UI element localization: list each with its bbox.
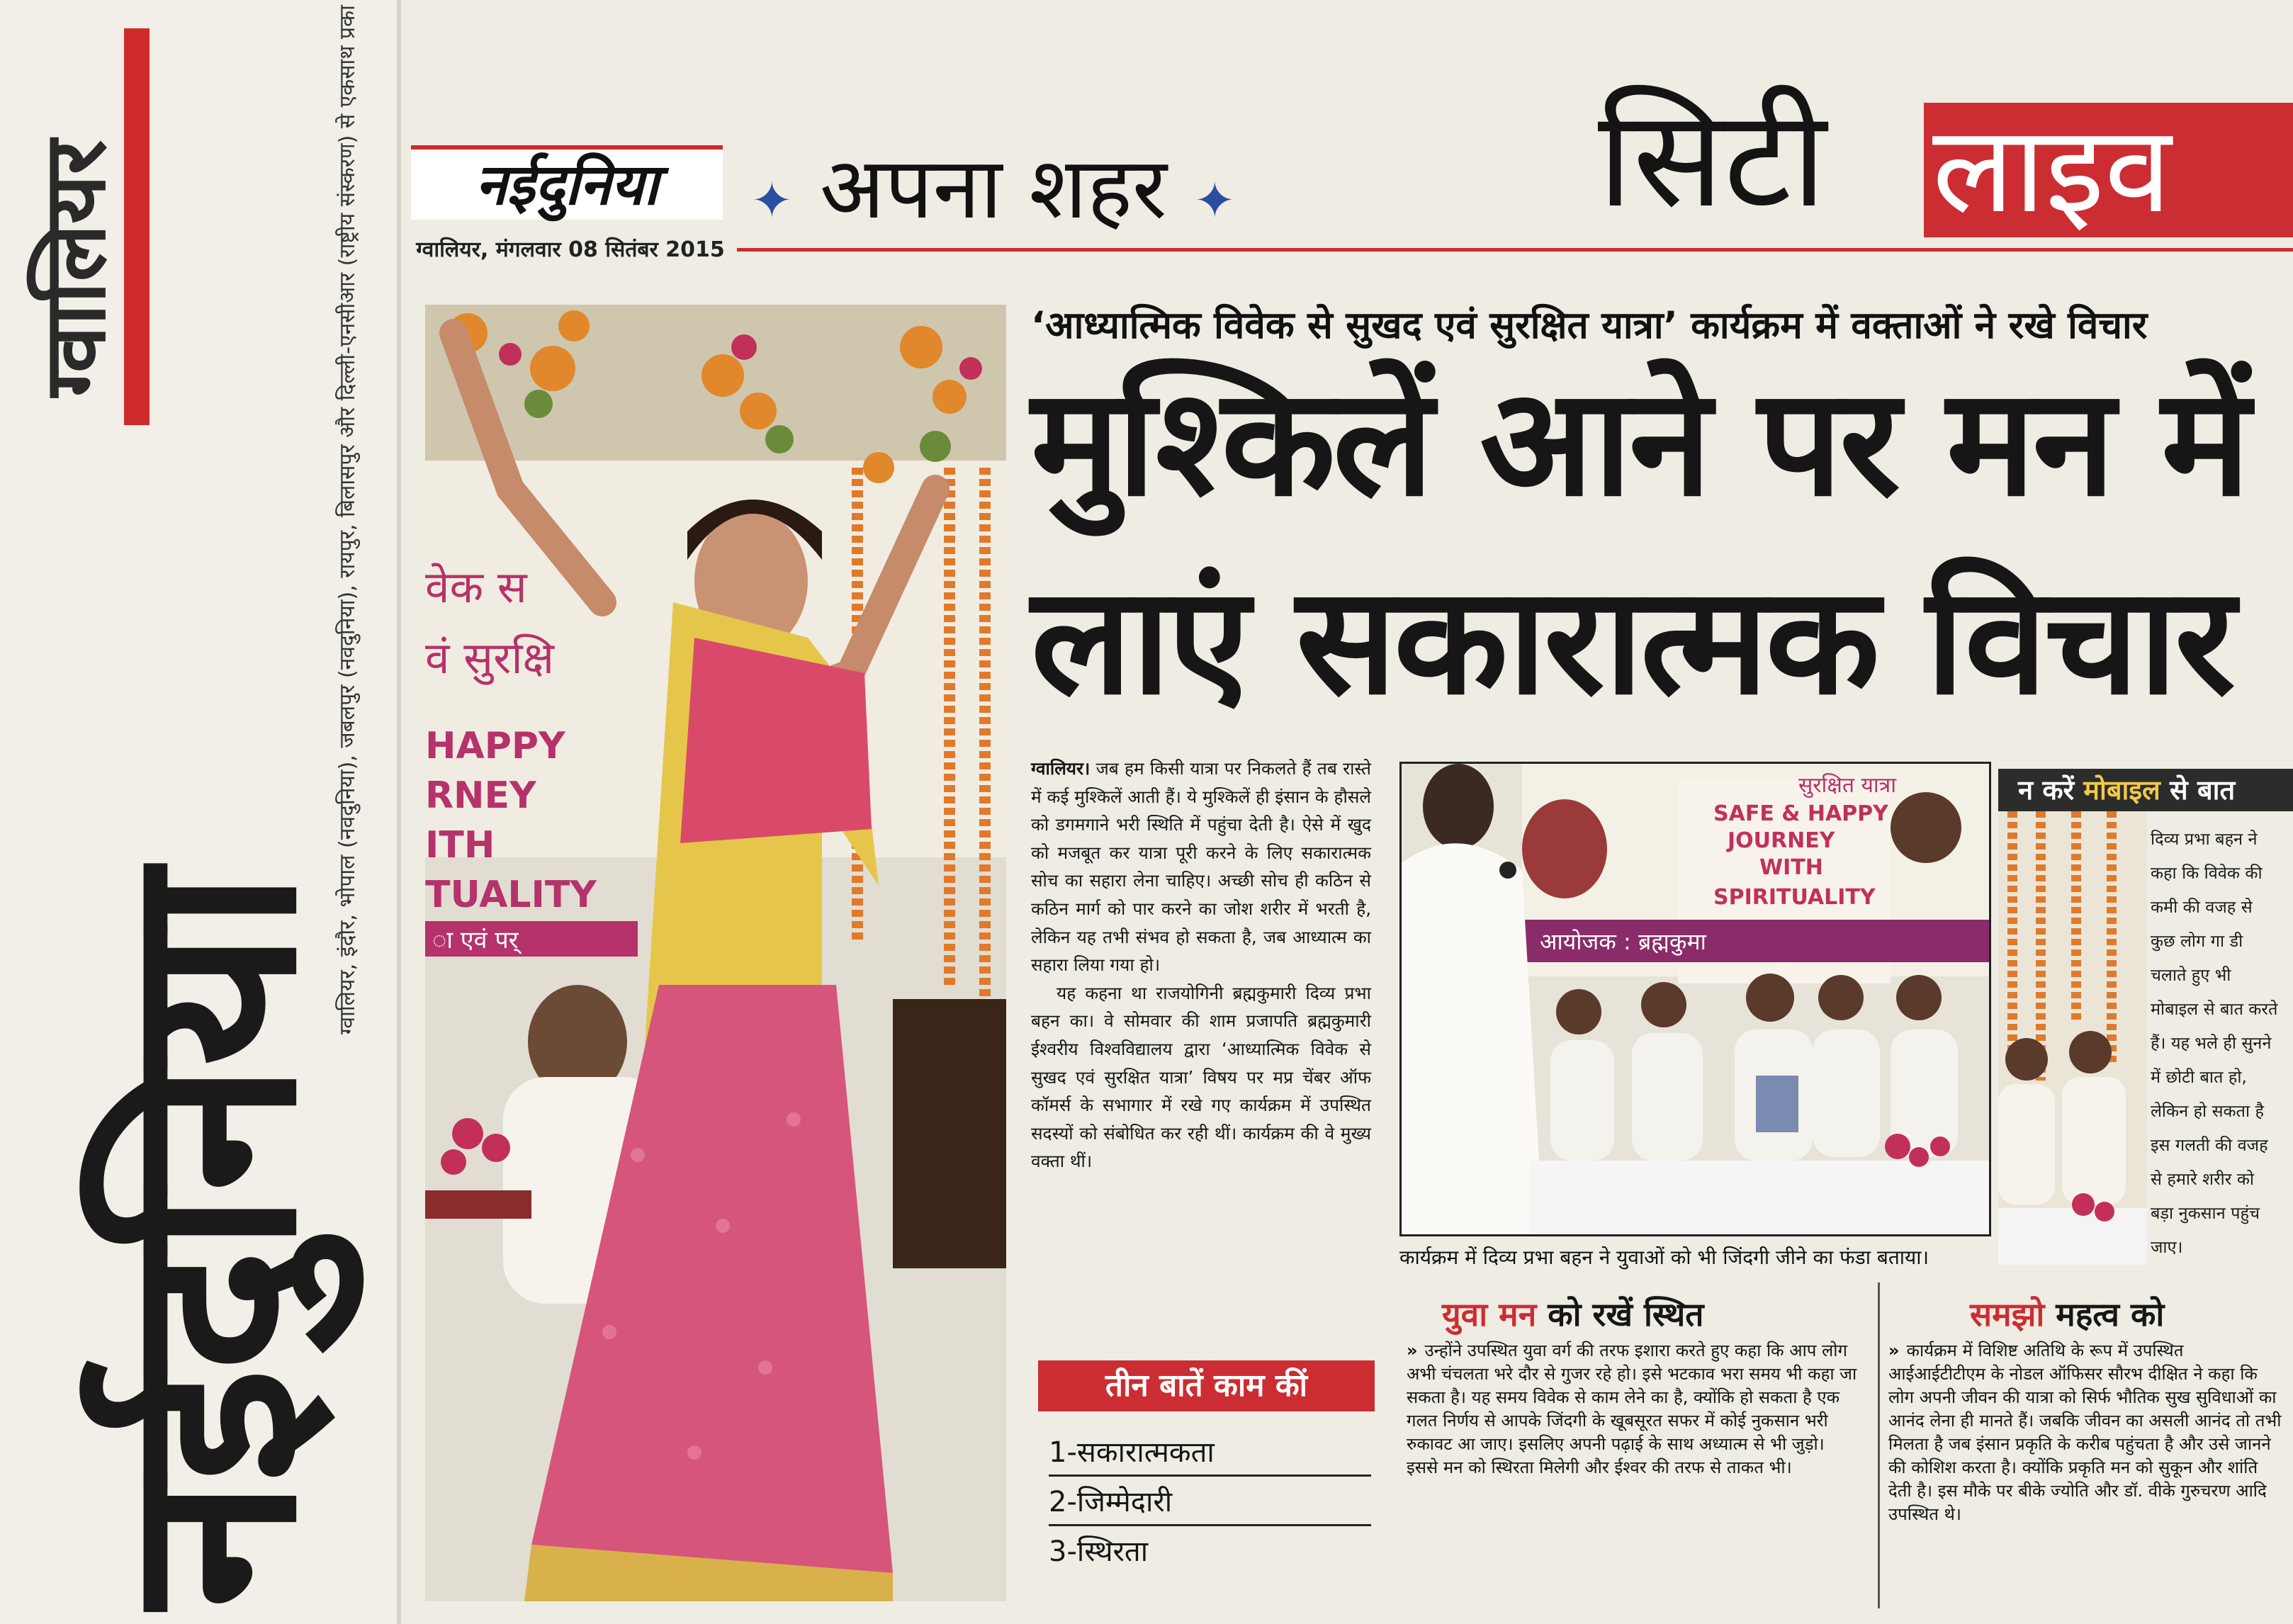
city-live-title-red: लाइव <box>1924 103 2293 237</box>
edition-cities-line: ग्वालियर, इंदौर, भोपाल (नवदुनिया), जबलपुर (नवदुनिया), रायपुर, बिलासपुर और दिल्ली-एनसीआर (राष्ट्रीय संस्करण) से एकसाथ प्रका <box>335 5 360 1034</box>
dateline: ग्वालियर। <box>1031 758 1091 779</box>
page-fold-divider <box>397 0 401 1624</box>
stage-photo-illustration <box>1402 764 1989 1234</box>
sidebar-text: दिव्य प्रभा बहन ने कहा कि विवेक की कमी की वजह से कुछ लोग गा डी चलाते हुए भी मोबाइल से बात करते हैं। यह भले ही सुनने में छोटी बात हो, लेकिन हो सकता है इस गलती की वजह से हमारे शरीर को बड़ा नुकसान पहुंच जाए। <box>2151 829 2278 1257</box>
chevron-right-icon: » <box>1407 1341 1418 1360</box>
banner-text-6: TUALITY <box>425 874 597 916</box>
photo2-caption: कार्यक्रम में दिव्य प्रभा बहन ने युवाओं को भी जिंदगी जीने का फंडा बताया। <box>1399 1246 1929 1269</box>
paper-date: ग्वालियर, मंगलवार 08 सितंबर 2015 <box>416 237 725 262</box>
story-youth-title <box>1442 1290 1853 1339</box>
dancer-photo-illustration <box>425 305 1006 1601</box>
banner-text-5: ITH <box>425 824 495 867</box>
sidebar-title <box>1998 769 2293 811</box>
banner-text-4: RNEY <box>425 774 536 817</box>
sidebar-title-highlight: मोबाइल <box>2083 774 2160 806</box>
headline-line-2: लाएं सकारात्मक विचार <box>1031 554 2233 728</box>
story-youth-title-colored: युवा मन <box>1442 1295 1537 1333</box>
story-youth-text <box>1407 1339 1860 1479</box>
vertical-city-name: ग्वालियर <box>26 140 125 397</box>
headline-line-1: मुश्किलें आने पर मन में <box>1031 356 2248 529</box>
tip-item-3: 3-स्थिरता <box>1049 1535 1149 1568</box>
tip-item-2: 2-जिम्मेदारी <box>1049 1481 1371 1526</box>
photo2-organizer: आयोजक : ब्रह्मकुमा <box>1540 928 1706 955</box>
main-photo-dancer <box>425 305 1006 1601</box>
photo2-banner-line-3: WITH <box>1759 855 1823 880</box>
tips-box-title: तीन बातें काम कीं <box>1038 1360 1375 1411</box>
sidebar-photo-garlands <box>1998 811 2147 1265</box>
story-youth-title-rest: को रखें स्थित <box>1536 1295 1704 1333</box>
body-paragraph-1 <box>1031 755 1371 979</box>
photo2-banner-line-2: JOURNEY <box>1728 828 1835 853</box>
star-icon: ✦ <box>751 171 793 230</box>
column-divider <box>1878 1282 1880 1608</box>
star-icon: ✦ <box>1194 171 1236 230</box>
banner-text-3: HAPPY <box>425 725 565 767</box>
vertical-paper-logo: नईदुनिया <box>76 874 348 1608</box>
story-importance-title <box>1970 1290 2282 1339</box>
story-importance-body: कार्यक्रम में विशिष्ट अतिथि के रूप में उपस्थित आईआईटीटीएम के नोडल ऑफिसर सौरभ दीक्षित ने कहा कि लोग अपनी जीवन की यात्रा को सिर्फ भौतिक सुख सुविधाओं का आनंद लेना ही मानते हैं। जबकि जीवन का असली आनंद तो तभी मिलता है जब इंसान प्रकृति के करीब पहुंचता है और उसे जानने की कोशिश करता है। क्योंकि प्रकृति मन को सुकून और शांति देती है। इस मौके पर बीके ज्योति और डॉ. वीके गुरुचरण आदि उपस्थित थे। <box>1888 1341 2282 1524</box>
story-importance-text <box>1888 1339 2285 1526</box>
banner-text-1: वेक स <box>425 561 527 613</box>
left-masthead-strip <box>0 0 397 1624</box>
story-importance-title-rest: महत्व को <box>2044 1295 2165 1333</box>
event-stage-photo <box>1399 762 1991 1236</box>
banner-text-7: ा एवं पर् <box>432 926 519 954</box>
story-youth-body: उन्होंने उपस्थित युवा वर्ग की तरफ इशारा करते हुए कहा कि आप लोग अभी चंचलता भरे दौर से गुजर रहे हो। इसे भटकाव भरा समय भी कहा जा सकता है। यह समय विवेक से काम लेने का है, क्योंकि हो सकता है एक गलत निर्णय से आपके जिंदगी के खूबसूरत सफर में कोई नुकसान भरी रुकावट आ जाए। इसलिए अपनी पढ़ाई के साथ अध्यात्म से भी जुड़ो। इससे मन को स्थिरता मिलेगी और ईश्वर की तरफ से ताकत भी। <box>1407 1341 1857 1477</box>
article-kicker: ‘आध्यात्मिक विवेक से सुखद एवं सुरक्षित यात्रा’ कार्यक्रम में वक्ताओं ने रखे विचार <box>1031 304 2148 347</box>
chevron-right-icon: » <box>1888 1341 1900 1360</box>
sidebar-photo-illustration <box>1998 811 2147 1265</box>
city-live-title-black: सिटी <box>1598 81 1827 237</box>
banner-text-2: वं सुरक्षि <box>425 632 554 684</box>
header-rule <box>737 248 2293 252</box>
photo2-banner-line-1: SAFE & HAPPY <box>1713 801 1888 826</box>
section-name: अपना शहर <box>819 140 1167 238</box>
section-label <box>751 128 1236 243</box>
photo2-banner-line-4: SPIRITUALITY <box>1713 885 1876 910</box>
photo2-banner-top: सुरक्षित यात्रा <box>1798 773 1896 798</box>
sidebar-title-start: न करें <box>2018 774 2084 806</box>
paragraph-1-text: जब हम किसी यात्रा पर निकलते हैं तब रास्ते में कई मुश्किलें आती हैं। ये मुश्किलें ही इंसान के हौसले को डगमगाने भरी स्थिति में पहुंचा देती है। ऐसे में खुद को मजबूत कर यात्रा पूरी करने के लिए सकारात्मक सोच का सहारा लेना चाहिए। अच्छी सोच ही कठिन से कठिन मार्ग को पार करने का जोश शरीर में भरती है, लेकिन यह तभी संभव हो सकता है, जब आध्यात्म का सहारा लिया गया हो। <box>1031 758 1371 976</box>
paper-logo: नईदुनिया <box>411 145 723 220</box>
body-paragraph-2: यह कहना था राजयोगिनी ब्रह्मकुमारी दिव्य प्रभा बहन का। वे सोमवार की शाम प्रजापति ब्रह्मकुमारी ईश्वरीय विश्वविद्यालय द्वारा ‘आध्यात्मिक विवेक से सुखद एवं सुरक्षित यात्रा’ विषय पर मप्र चेंबर ऑफ कॉमर्स के सभागार में रखे गए कार्यक्रम में उपस्थित सदस्यों को संबोधित कर रही थीं। कार्यक्रम की वे मुख्य वक्ता थीं। <box>1031 982 1371 1172</box>
tip-item-1: 1-सकारात्मकता <box>1049 1431 1371 1477</box>
article-body <box>1031 755 1371 1175</box>
story-importance-title-colored: समझो <box>1970 1295 2045 1333</box>
sidebar-title-end: से बात <box>2160 774 2236 806</box>
